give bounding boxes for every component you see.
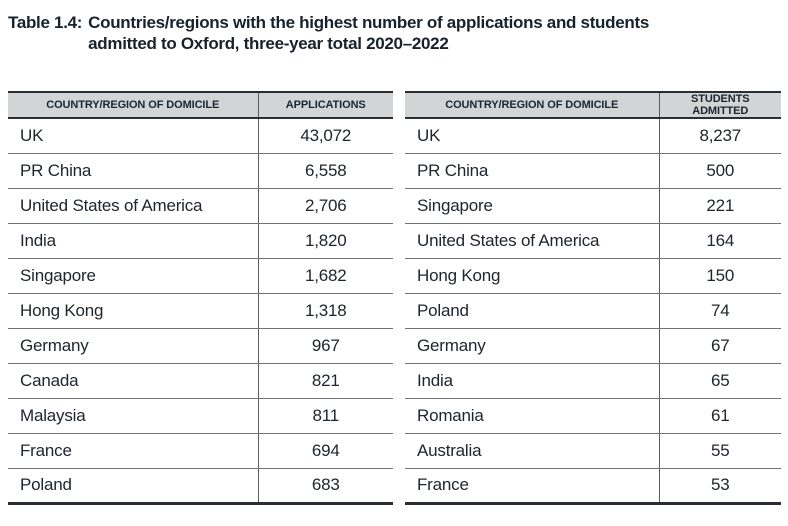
country-cell: Hong Kong (8, 293, 258, 328)
value-cell: 55 (659, 433, 781, 468)
country-cell: India (8, 223, 258, 258)
value-cell: 65 (659, 363, 781, 398)
applications-table-body (8, 118, 393, 503)
students-admitted-table-header (405, 92, 781, 118)
applications-table-header (8, 92, 393, 118)
value-cell: 1,318 (258, 293, 393, 328)
table-row (405, 328, 781, 363)
applications-table (8, 91, 393, 505)
table-row (405, 293, 781, 328)
table-row (8, 118, 393, 153)
table-row (405, 153, 781, 188)
tables-container (8, 91, 788, 505)
table-row (8, 433, 393, 468)
value-cell: 53 (659, 468, 781, 503)
table-row (8, 223, 393, 258)
country-cell: Australia (405, 433, 659, 468)
value-cell: 2,706 (258, 188, 393, 223)
value-cell: 1,682 (258, 258, 393, 293)
country-cell: Singapore (8, 258, 258, 293)
country-cell: United States of America (405, 223, 659, 258)
country-cell: Hong Kong (405, 258, 659, 293)
value-cell: 1,820 (258, 223, 393, 258)
country-cell: Singapore (405, 188, 659, 223)
value-cell: 150 (659, 258, 781, 293)
country-cell: France (8, 433, 258, 468)
country-cell: PR China (405, 153, 659, 188)
country-cell: PR China (8, 153, 258, 188)
table-title-line1: Countries/regions with the highest number of applications and students (88, 13, 649, 32)
table-row (405, 433, 781, 468)
country-cell: UK (8, 118, 258, 153)
table-row (405, 118, 781, 153)
table-row (8, 258, 393, 293)
country-cell: Germany (405, 328, 659, 363)
students-admitted-table (405, 91, 781, 505)
column-header-value: APPLICATIONS (258, 92, 393, 118)
country-cell: India (405, 363, 659, 398)
table-row (8, 153, 393, 188)
table-title-text (88, 12, 649, 54)
document-page (0, 12, 788, 526)
table-row (8, 398, 393, 433)
table-row (405, 398, 781, 433)
table-row (8, 328, 393, 363)
value-cell: 6,558 (258, 153, 393, 188)
value-cell: 61 (659, 398, 781, 433)
country-cell: Poland (8, 468, 258, 503)
country-cell: United States of America (8, 188, 258, 223)
country-cell: Germany (8, 328, 258, 363)
table-row (405, 223, 781, 258)
value-cell: 74 (659, 293, 781, 328)
table-title-prefix: Table 1.4: (8, 13, 83, 32)
table-title-line2: admitted to Oxford, three-year total 2020–2022 (88, 34, 449, 53)
table-row (405, 258, 781, 293)
value-cell: 164 (659, 223, 781, 258)
students-admitted-table-body (405, 118, 781, 503)
table-title (8, 12, 788, 54)
country-cell: Romania (405, 398, 659, 433)
column-header-country: COUNTRY/REGION OF DOMICILE (8, 92, 258, 118)
table-row (8, 188, 393, 223)
value-cell: 43,072 (258, 118, 393, 153)
country-cell: France (405, 468, 659, 503)
country-cell: Malaysia (8, 398, 258, 433)
table-row (405, 188, 781, 223)
table-row (8, 293, 393, 328)
country-cell: Poland (405, 293, 659, 328)
value-cell: 821 (258, 363, 393, 398)
column-header-value: STUDENTS ADMITTED (659, 92, 781, 118)
value-cell: 221 (659, 188, 781, 223)
table-row (8, 363, 393, 398)
value-cell: 811 (258, 398, 393, 433)
column-header-country: COUNTRY/REGION OF DOMICILE (405, 92, 659, 118)
value-cell: 683 (258, 468, 393, 503)
value-cell: 67 (659, 328, 781, 363)
value-cell: 8,237 (659, 118, 781, 153)
table-row (405, 363, 781, 398)
country-cell: Canada (8, 363, 258, 398)
country-cell: UK (405, 118, 659, 153)
value-cell: 500 (659, 153, 781, 188)
value-cell: 967 (258, 328, 393, 363)
value-cell: 694 (258, 433, 393, 468)
table-row (405, 468, 781, 503)
table-row (8, 468, 393, 503)
